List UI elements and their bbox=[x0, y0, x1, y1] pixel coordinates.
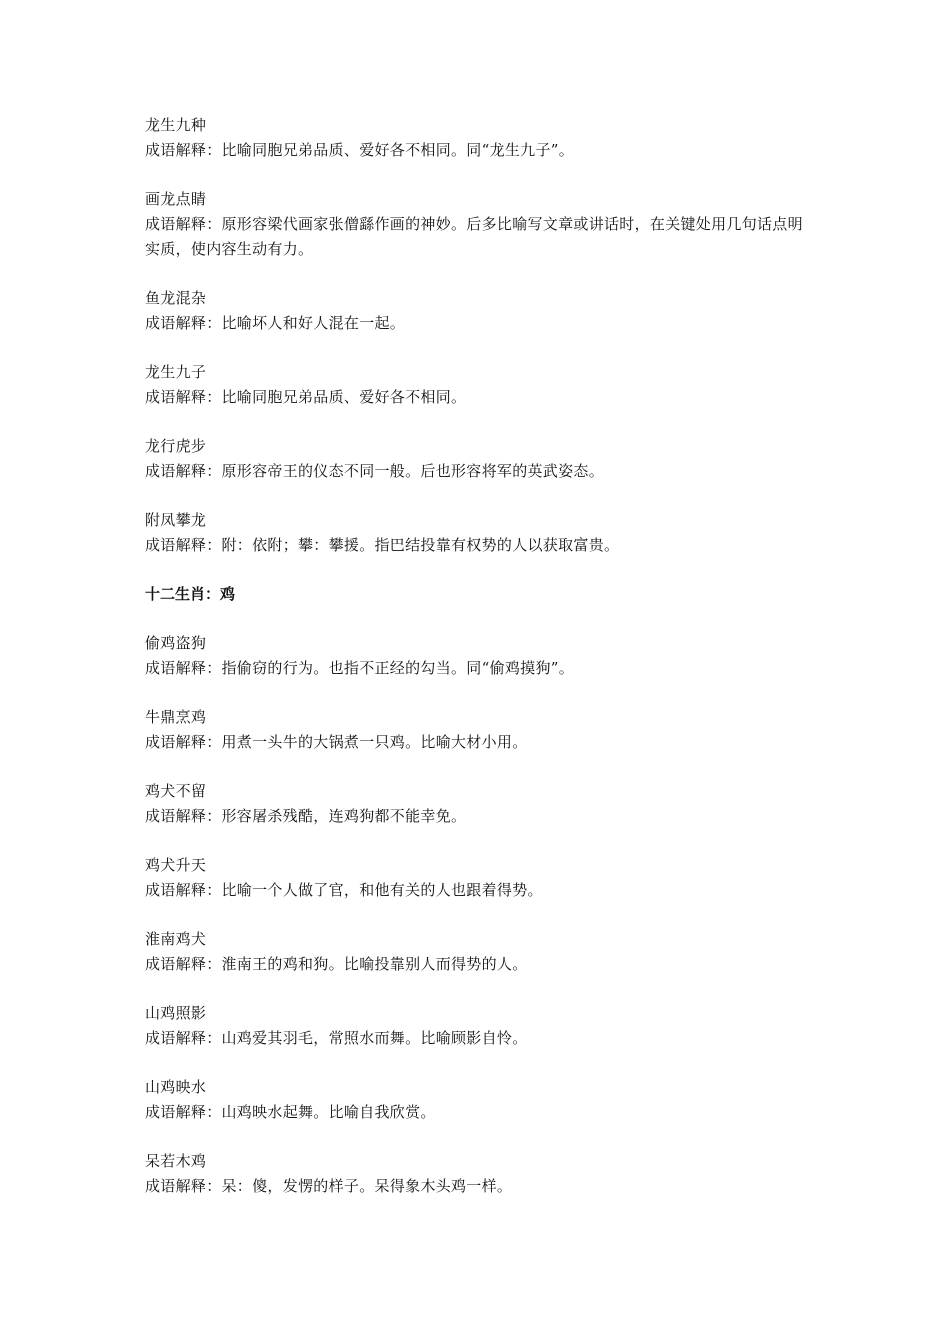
idiom-definition: 成语解释：用煮一头牛的大锅煮一只鸡。比喻大材小用。 bbox=[145, 733, 528, 751]
idiom-title: 龙生九种 bbox=[145, 116, 207, 134]
idiom-definition: 成语解释：淮南王的鸡和狗。比喻投靠别人而得势的人。 bbox=[145, 955, 528, 973]
idiom-definition: 成语解释：原形容梁代画家张僧繇作画的神妙。后多比喻写文章或讲话时，在关键处用几句话点明实质，使内容生动有力。 bbox=[145, 215, 803, 258]
idiom-title: 山鸡映水 bbox=[145, 1078, 207, 1096]
idiom-entry bbox=[145, 434, 810, 484]
idiom-entry bbox=[145, 113, 810, 163]
idiom-title: 鸡犬升天 bbox=[145, 856, 207, 874]
idiom-entry bbox=[145, 853, 810, 903]
idiom-entry bbox=[145, 631, 810, 681]
idiom-entry bbox=[145, 927, 810, 977]
idiom-definition: 成语解释：山鸡爱其羽毛，常照水而舞。比喻顾影自怜。 bbox=[145, 1029, 528, 1047]
idiom-definition: 成语解释：呆：傻，发愣的样子。呆得象木头鸡一样。 bbox=[145, 1177, 513, 1195]
idiom-entry bbox=[145, 360, 810, 410]
idiom-title: 偷鸡盗狗 bbox=[145, 634, 207, 652]
document-page bbox=[145, 113, 810, 1223]
idiom-title: 龙行虎步 bbox=[145, 437, 207, 455]
section-heading: 十二生肖：鸡 bbox=[145, 585, 236, 603]
idiom-title: 画龙点睛 bbox=[145, 190, 207, 208]
idiom-title: 牛鼎烹鸡 bbox=[145, 708, 207, 726]
idiom-definition: 成语解释：形容屠杀残酷，连鸡狗都不能幸免。 bbox=[145, 807, 467, 825]
idiom-title: 淮南鸡犬 bbox=[145, 930, 207, 948]
idiom-definition: 成语解释：比喻同胞兄弟品质、爱好各不相同。同“龙生九子”。 bbox=[145, 141, 575, 159]
idiom-entry bbox=[145, 286, 810, 336]
idiom-definition: 成语解释：比喻同胞兄弟品质、爱好各不相同。 bbox=[145, 388, 467, 406]
idiom-entry bbox=[145, 1149, 810, 1199]
idiom-title: 山鸡照影 bbox=[145, 1004, 207, 1022]
idiom-entry bbox=[145, 1075, 810, 1125]
idiom-definition: 成语解释：附：依附；攀：攀援。指巴结投靠有权势的人以获取富贵。 bbox=[145, 536, 620, 554]
idiom-entry bbox=[145, 187, 810, 262]
idiom-definition: 成语解释：山鸡映水起舞。比喻自我欣赏。 bbox=[145, 1103, 436, 1121]
idiom-entry bbox=[145, 705, 810, 755]
idiom-definition: 成语解释：比喻坏人和好人混在一起。 bbox=[145, 314, 406, 332]
idiom-definition: 成语解释：原形容帝王的仪态不同一般。后也形容将军的英武姿态。 bbox=[145, 462, 605, 480]
idiom-entry bbox=[145, 779, 810, 829]
idiom-title: 呆若木鸡 bbox=[145, 1152, 207, 1170]
idiom-title: 鸡犬不留 bbox=[145, 782, 207, 800]
idiom-title: 附凤攀龙 bbox=[145, 511, 207, 529]
idiom-title: 龙生九子 bbox=[145, 363, 207, 381]
idiom-title: 鱼龙混杂 bbox=[145, 289, 207, 307]
idiom-entry bbox=[145, 1001, 810, 1051]
idiom-entry bbox=[145, 508, 810, 558]
idiom-definition: 成语解释：指偷窃的行为。也指不正经的勾当。同“偷鸡摸狗”。 bbox=[145, 659, 575, 677]
idiom-definition: 成语解释：比喻一个人做了官，和他有关的人也跟着得势。 bbox=[145, 881, 543, 899]
